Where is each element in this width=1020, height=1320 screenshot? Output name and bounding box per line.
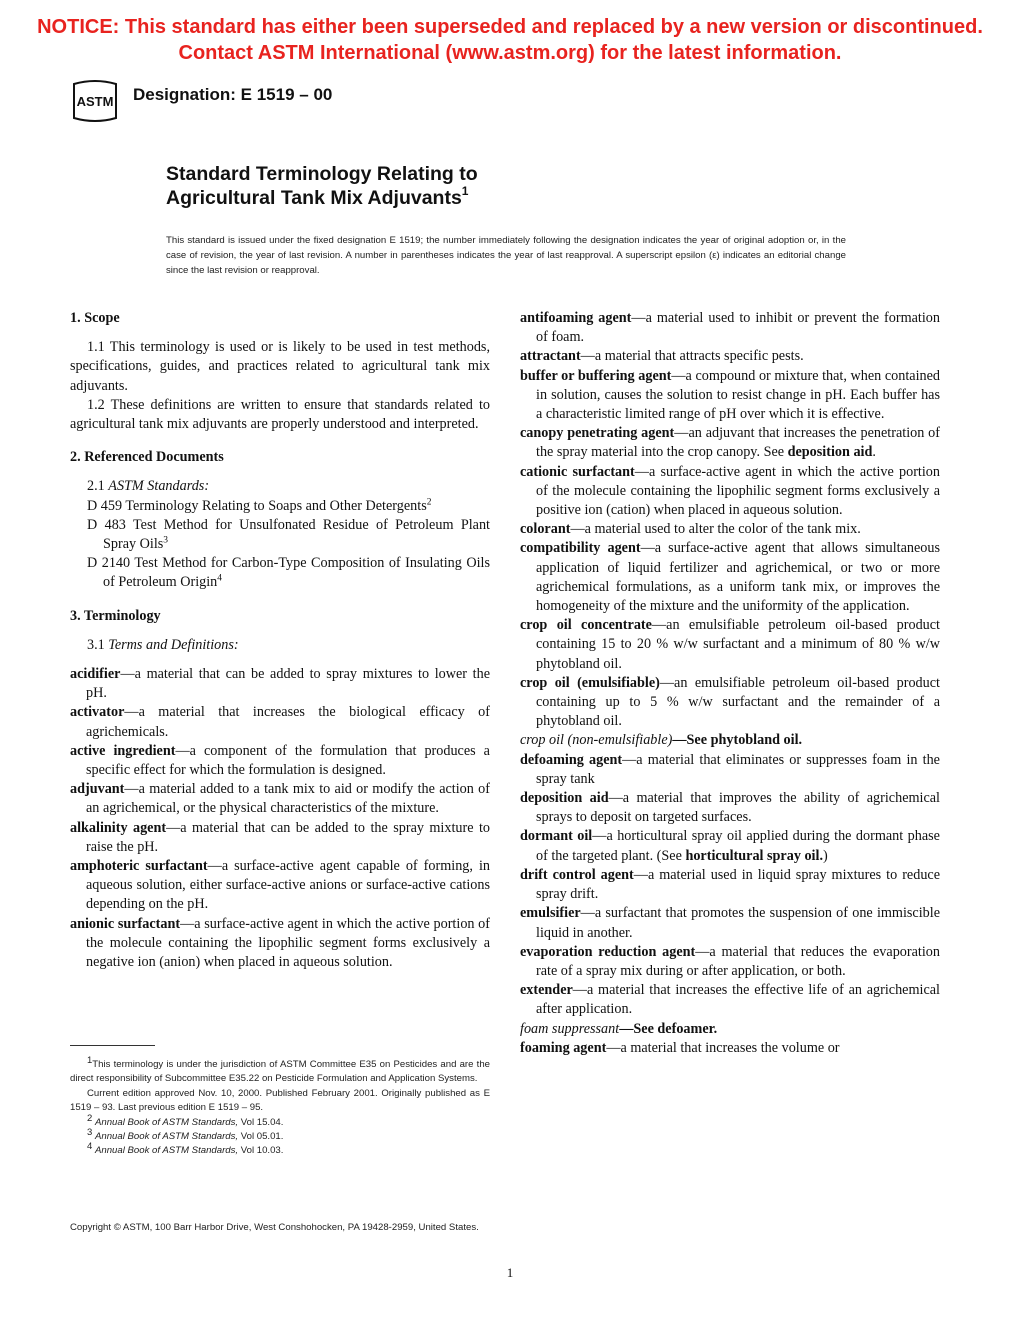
scope-paragraph: 1.2 These definitions are written to ensure that standards related to agricultural tank mix adjuvants are properly understood and interpreted.: [70, 396, 490, 433]
footnote-1-edition: Current edition approved Nov. 10, 2000. Published February 2001. Originally published as E 1519 – 93. Last previous edition E 1519 – 95.: [70, 1087, 490, 1114]
term-definition: crop oil (non-emulsifiable)—See phytobland oil.: [520, 732, 803, 749]
term-definition: [520, 616, 940, 674]
term-name: dormant oil: [520, 828, 593, 845]
term-name: attractant: [520, 348, 581, 365]
term-text: —a material used to inhibit or prevent the formation of foam.: [536, 310, 940, 346]
footnote-2: $^2$ Annual Book of ASTM Standards, Vol 15.04.: [87, 1112, 284, 1128]
term-name: alkalinity agent: [70, 819, 167, 836]
subsection-number: 2.1: [87, 478, 105, 495]
right-column: [520, 309, 940, 1058]
term-text: —an emulsifiable petroleum oil-based product containing 15 to 20 % w/w surfactant and a minimum of 80 % w/w phytobland oil.: [536, 617, 940, 672]
term-definition: [520, 463, 940, 521]
term-definition: [520, 674, 940, 732]
term-cross-reference: phytobland oil: [710, 732, 799, 749]
scope-heading: 1. Scope: [70, 310, 120, 326]
term-text: —a material that attracts specific pests.: [580, 348, 804, 365]
scope-paragraph: 1.1 This terminology is used or is likely to be used in test methods, specifications, guides, and practices related to agricultural tank mix adjuvants.: [70, 339, 490, 394]
footnote-1: $^1$This terminology is under the jurisdiction of ASTM Committee E35 on Pesticides and are the direct responsibility of Subcommittee E35.22 on Pesticide Formulation and Application Systems.: [70, 1054, 490, 1085]
referenced-documents-heading: 2. Referenced Documents: [70, 449, 224, 466]
term-text: —a material that increases the biological efficacy of agrichemicals.: [86, 704, 490, 740]
footnote-4: $^4$ Annual Book of ASTM Standards, Vol 10.03.: [87, 1141, 284, 1157]
term-text: —a surface-active agent in which the active portion of the molecule containing the lipophilic segment forms exclusively a negative ion (anion) when placed in aqueous solution.: [86, 915, 491, 971]
term-text: —a material that improves the ability of agrichemical sprays to deposit on targeted surfaces.: [536, 790, 941, 826]
term-text: —a material that increases the volume or: [606, 1039, 840, 1056]
term-name: defoaming agent: [520, 751, 623, 768]
astm-logo: [70, 80, 120, 122]
term-definition: [520, 309, 940, 347]
term-text: —a material that reduces the evaporation rate of a spray mix during or after application, or both.: [536, 943, 940, 979]
superseded-notice: [0, 14, 1020, 66]
term-definition: [70, 703, 490, 741]
term-name: foam suppressant: [520, 1020, 620, 1037]
term-definition: [520, 1039, 940, 1058]
term-text: —a material that can be added to the spray mixture to raise the pH.: [86, 819, 491, 855]
term-name: emulsifier: [520, 905, 581, 922]
footnotes: [70, 1054, 490, 1159]
term-text: —a horticultural spray oil applied during the dormant phase of the targeted plant. (See: [536, 828, 940, 864]
term-definition: foam suppressant—See defoamer.: [520, 1020, 718, 1037]
term-name: crop oil concentrate: [520, 617, 652, 634]
term-name: cationic surfactant: [520, 463, 635, 480]
term-definition: [520, 789, 940, 827]
term-definition: [520, 539, 940, 616]
term-text: —a material used in liquid spray mixtures to reduce spray drift.: [536, 866, 941, 903]
term-text: —a material that increases the effective life of an agrichemical after application.: [536, 982, 940, 1018]
term-name: buffer or buffering agent: [520, 367, 672, 384]
term-name: canopy penetrating agent: [520, 425, 675, 442]
designation: Designation: E 1519 – 00: [133, 85, 333, 104]
term-text: —See: [672, 732, 711, 749]
term-definition: [520, 943, 940, 981]
term-name: active ingredient: [70, 742, 176, 759]
term-text: —an adjuvant that increases the penetration of the spray material into the crop canopy. See: [536, 425, 940, 461]
term-definition: [70, 665, 490, 703]
term-text: —a component of the formulation that produces a specific effect for which the formulation is designed.: [86, 742, 490, 779]
term-definition: [70, 857, 490, 915]
term-name: drift control agent: [520, 866, 634, 883]
subsection-label: ASTM Standards:: [108, 478, 210, 495]
footnote-rule: [70, 1045, 155, 1046]
terminology-heading: 3. Terminology: [70, 607, 161, 624]
subsection-label: Terms and Definitions:: [108, 636, 239, 653]
term-definition: [520, 367, 940, 425]
term-text: —a surface-active agent in which the active portion of the molecule containing the lipophilic segment forms exclusively a positive ion (cation) when placed in aqueous solution.: [536, 463, 940, 519]
left-column: [70, 309, 490, 972]
term-cross-reference: defoamer: [657, 1020, 714, 1037]
subsection-number: 3.1: [87, 636, 105, 653]
page-number: 1: [506, 1265, 514, 1280]
astm-standards-subheading: [70, 477, 490, 496]
term-definition: canopy penetrating agent—an adjuvant that increases the penetration of the spray material into the crop canopy. See deposition aid.: [520, 425, 940, 461]
term-definition: [520, 347, 940, 366]
term-text: —a material added to a tank mix to aid or modify the action of an agrichemical, or the physical characteristics of the mixture.: [86, 781, 490, 817]
footnote-3: $^3$ Annual Book of ASTM Standards, Vol 05.01.: [87, 1126, 284, 1143]
term-name: colorant: [520, 521, 571, 538]
astm-logo-text: ASTM: [76, 94, 114, 109]
term-name: anionic surfactant: [70, 915, 181, 932]
term-definition: [70, 819, 490, 857]
notice-line-2: Contact ASTM International (www.astm.org) for the latest information.: [178, 42, 842, 64]
term-definition: [70, 780, 490, 818]
terms-subheading: [70, 636, 490, 655]
title-line-1: Standard Terminology Relating to: [166, 163, 478, 185]
term-name: evaporation reduction agent: [520, 943, 696, 960]
title-line-2: Agricultural Tank Mix Adjuvants: [166, 187, 462, 209]
term-name: deposition aid: [520, 790, 609, 807]
term-text: —an emulsifiable petroleum oil-based product containing up to 5 % w/w surfactant and the remainder of a phytobland oil.: [536, 674, 940, 730]
term-name: amphoteric surfactant: [70, 858, 208, 875]
notice-line-1: NOTICE: This standard has either been superseded and replaced by a new version or discontinued.: [37, 16, 983, 38]
term-name: crop oil (non-emulsifiable): [520, 732, 673, 749]
term-text: —a surface-active agent capable of forming, in aqueous solution, either surface-active anions or surface-active cations depending on the pH.: [86, 858, 490, 913]
term-cross-reference: horticultural spray oil.: [685, 847, 823, 864]
term-text: —a surfactant that promotes the suspension of one immiscible liquid in another.: [536, 905, 940, 941]
term-definition: [520, 981, 940, 1019]
term-name: adjuvant: [70, 781, 125, 798]
term-name: extender: [520, 982, 573, 999]
title-footnote-mark: 1: [461, 183, 469, 198]
issuance-note: This standard is issued under the fixed designation E 1519; the number immediately following the designation indicates the year of original adoption or, in the case of revision, the year of last revision. A number in parentheses indicates the year of last reapproval. A superscript epsilon (ε) indicates an editorial change since the last revision or reapproval.: [166, 235, 846, 276]
term-text: —a material that can be added to spray mixtures to lower the pH.: [86, 666, 490, 702]
term-definition: [70, 742, 490, 780]
document-title: [166, 162, 478, 210]
term-name: activator: [70, 704, 125, 721]
copyright: Copyright © ASTM, 100 Barr Harbor Drive, West Conshohocken, PA 19428-2959, United States.: [70, 1222, 479, 1233]
term-definition: [520, 751, 940, 789]
referenced-document: D 2140 Test Method for Carbon-Type Composition of Insulating Oils of Petroleum Origin$^4$: [87, 555, 490, 591]
term-text: —a surface-active agent that allows simultaneous application of liquid fertilizer and agrichemical, or two or more agrichemical formulations, as a uniform tank mix, or improves the homogeneity of the mixture and the uniformity of the application.: [536, 540, 940, 615]
term-definition: [520, 904, 940, 942]
term-text: —a material that eliminates or suppresses foam in the spray tank: [536, 751, 940, 787]
term-definition: [70, 915, 490, 973]
term-definition: [520, 520, 940, 539]
term-cross-reference: deposition aid: [787, 444, 873, 461]
term-text: —a material used to alter the color of the tank mix.: [570, 521, 861, 538]
term-definition: dormant oil—a horticultural spray oil applied during the dormant phase of the targeted plant. (See horticultural spray oil.): [520, 828, 940, 864]
term-name: antifoaming agent: [520, 310, 632, 326]
term-text: —a compound or mixture that, when contained in solution, causes the solution to resist change in pH. Each buffer has a characteristic limited range of pH over which it is effective.: [536, 367, 940, 423]
term-definition: [520, 866, 940, 904]
referenced-document: D 459 Terminology Relating to Soaps and Other Detergents$^2$: [87, 496, 432, 514]
referenced-document: D 483 Test Method for Unsulfonated Residue of Petroleum Plant Spray Oils$^3$: [87, 516, 490, 553]
term-name: crop oil (emulsifiable): [520, 674, 660, 691]
term-name: foaming agent: [520, 1039, 607, 1056]
term-name: acidifier: [70, 666, 121, 683]
term-name: compatibility agent: [520, 540, 641, 557]
term-text: —See: [619, 1020, 658, 1037]
